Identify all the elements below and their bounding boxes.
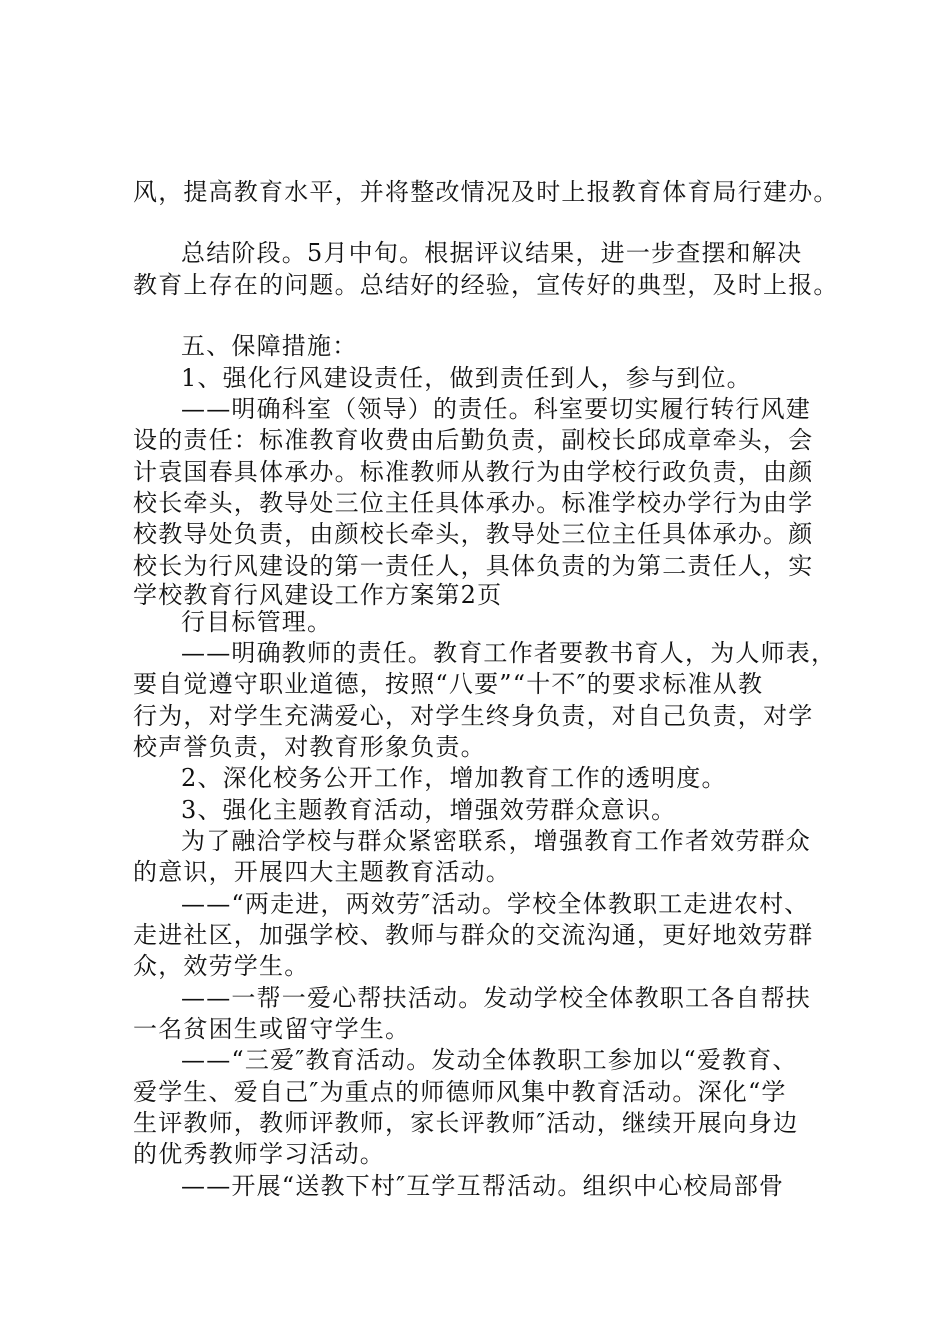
section-heading: 五、保障措施： xyxy=(181,332,358,360)
text-line: 的意识，开展四大主题教育活动。 xyxy=(133,858,511,886)
text-line: 一名贫困生或留守学生。 xyxy=(133,1015,411,1043)
text-line: ——明确科室（领导）的责任。科室要切实履行转行风建 xyxy=(181,395,811,423)
text-line: 校教导处负责，由颜校长牵头，教导处三位主任具体承办。颜 xyxy=(133,520,814,548)
text-line: 为了融洽学校与群众紧密联系，增强教育工作者效劳群众 xyxy=(181,827,811,855)
text-line: 校声誉负责，对教育形象负责。 xyxy=(133,733,486,761)
text-line: 行为，对学生充满爱心，对学生终身负责，对自己负责，对学 xyxy=(133,702,814,730)
text-line: 计袁国春具体承办。标准教师从教行为由学校行政负责，由颜 xyxy=(133,458,814,486)
text-line: 1、强化行风建设责任，做到责任到人，参与到位。 xyxy=(181,364,752,392)
text-line: 的优秀教师学习活动。 xyxy=(133,1140,385,1168)
text-line: 2、深化校务公开工作，增加教育工作的透明度。 xyxy=(181,764,727,792)
text-line: ——明确教师的责任。教育工作者要教书育人，为人师表， xyxy=(181,639,837,667)
text-line: 众，效劳学生。 xyxy=(133,952,310,980)
text-line: ——“两走进，两效劳″活动。学校全体教职工走进农村、 xyxy=(181,890,810,918)
text-line: 行目标管理。 xyxy=(181,608,333,636)
text-line: 教育上存在的问题。总结好的经验，宣传好的典型，及时上报。 xyxy=(133,271,839,299)
text-line: 总结阶段。5月中旬。根据评议结果，进一步查摆和解决 xyxy=(181,239,803,267)
text-line: ——一帮一爱心帮扶活动。发动学校全体教职工各自帮扶 xyxy=(181,984,811,1012)
text-line: 要自觉遵守职业道德，按照“八要”“十不″的要求标准从教 xyxy=(133,670,764,698)
page-footer: 学校教育行风建设工作方案第2页 xyxy=(133,581,503,609)
text-line: ——开展“送教下村″互学互帮活动。组织中心校局部骨 xyxy=(181,1172,785,1200)
text-line: 设的责任：标准教育收费由后勤负责，副校长邱成章牵头，会 xyxy=(133,426,814,454)
text-line: ——“三爱″教育活动。发动全体教职工参加以“爱教育、 xyxy=(181,1046,798,1074)
text-line: 校长为行风建设的第一责任人，具体负责的为第二责任人，实 xyxy=(133,552,814,580)
text-line: 校长牵头，教导处三位主任具体承办。标准学校办学行为由学 xyxy=(133,489,814,517)
text-line: 爱学生、爱自己″为重点的师德师风集中教育活动。深化“学 xyxy=(133,1078,787,1106)
text-line: 生评教师，教师评教师，家长评教师″活动，继续开展向身边 xyxy=(133,1109,799,1137)
text-line: 走进社区，加强学校、教师与群众的交流沟通，更好地效劳群 xyxy=(133,921,814,949)
text-line: 3、强化主题教育活动，增强效劳群众意识。 xyxy=(181,796,677,824)
text-line: 风，提高教育水平，并将整改情况及时上报教育体育局行建办。 xyxy=(133,178,839,206)
